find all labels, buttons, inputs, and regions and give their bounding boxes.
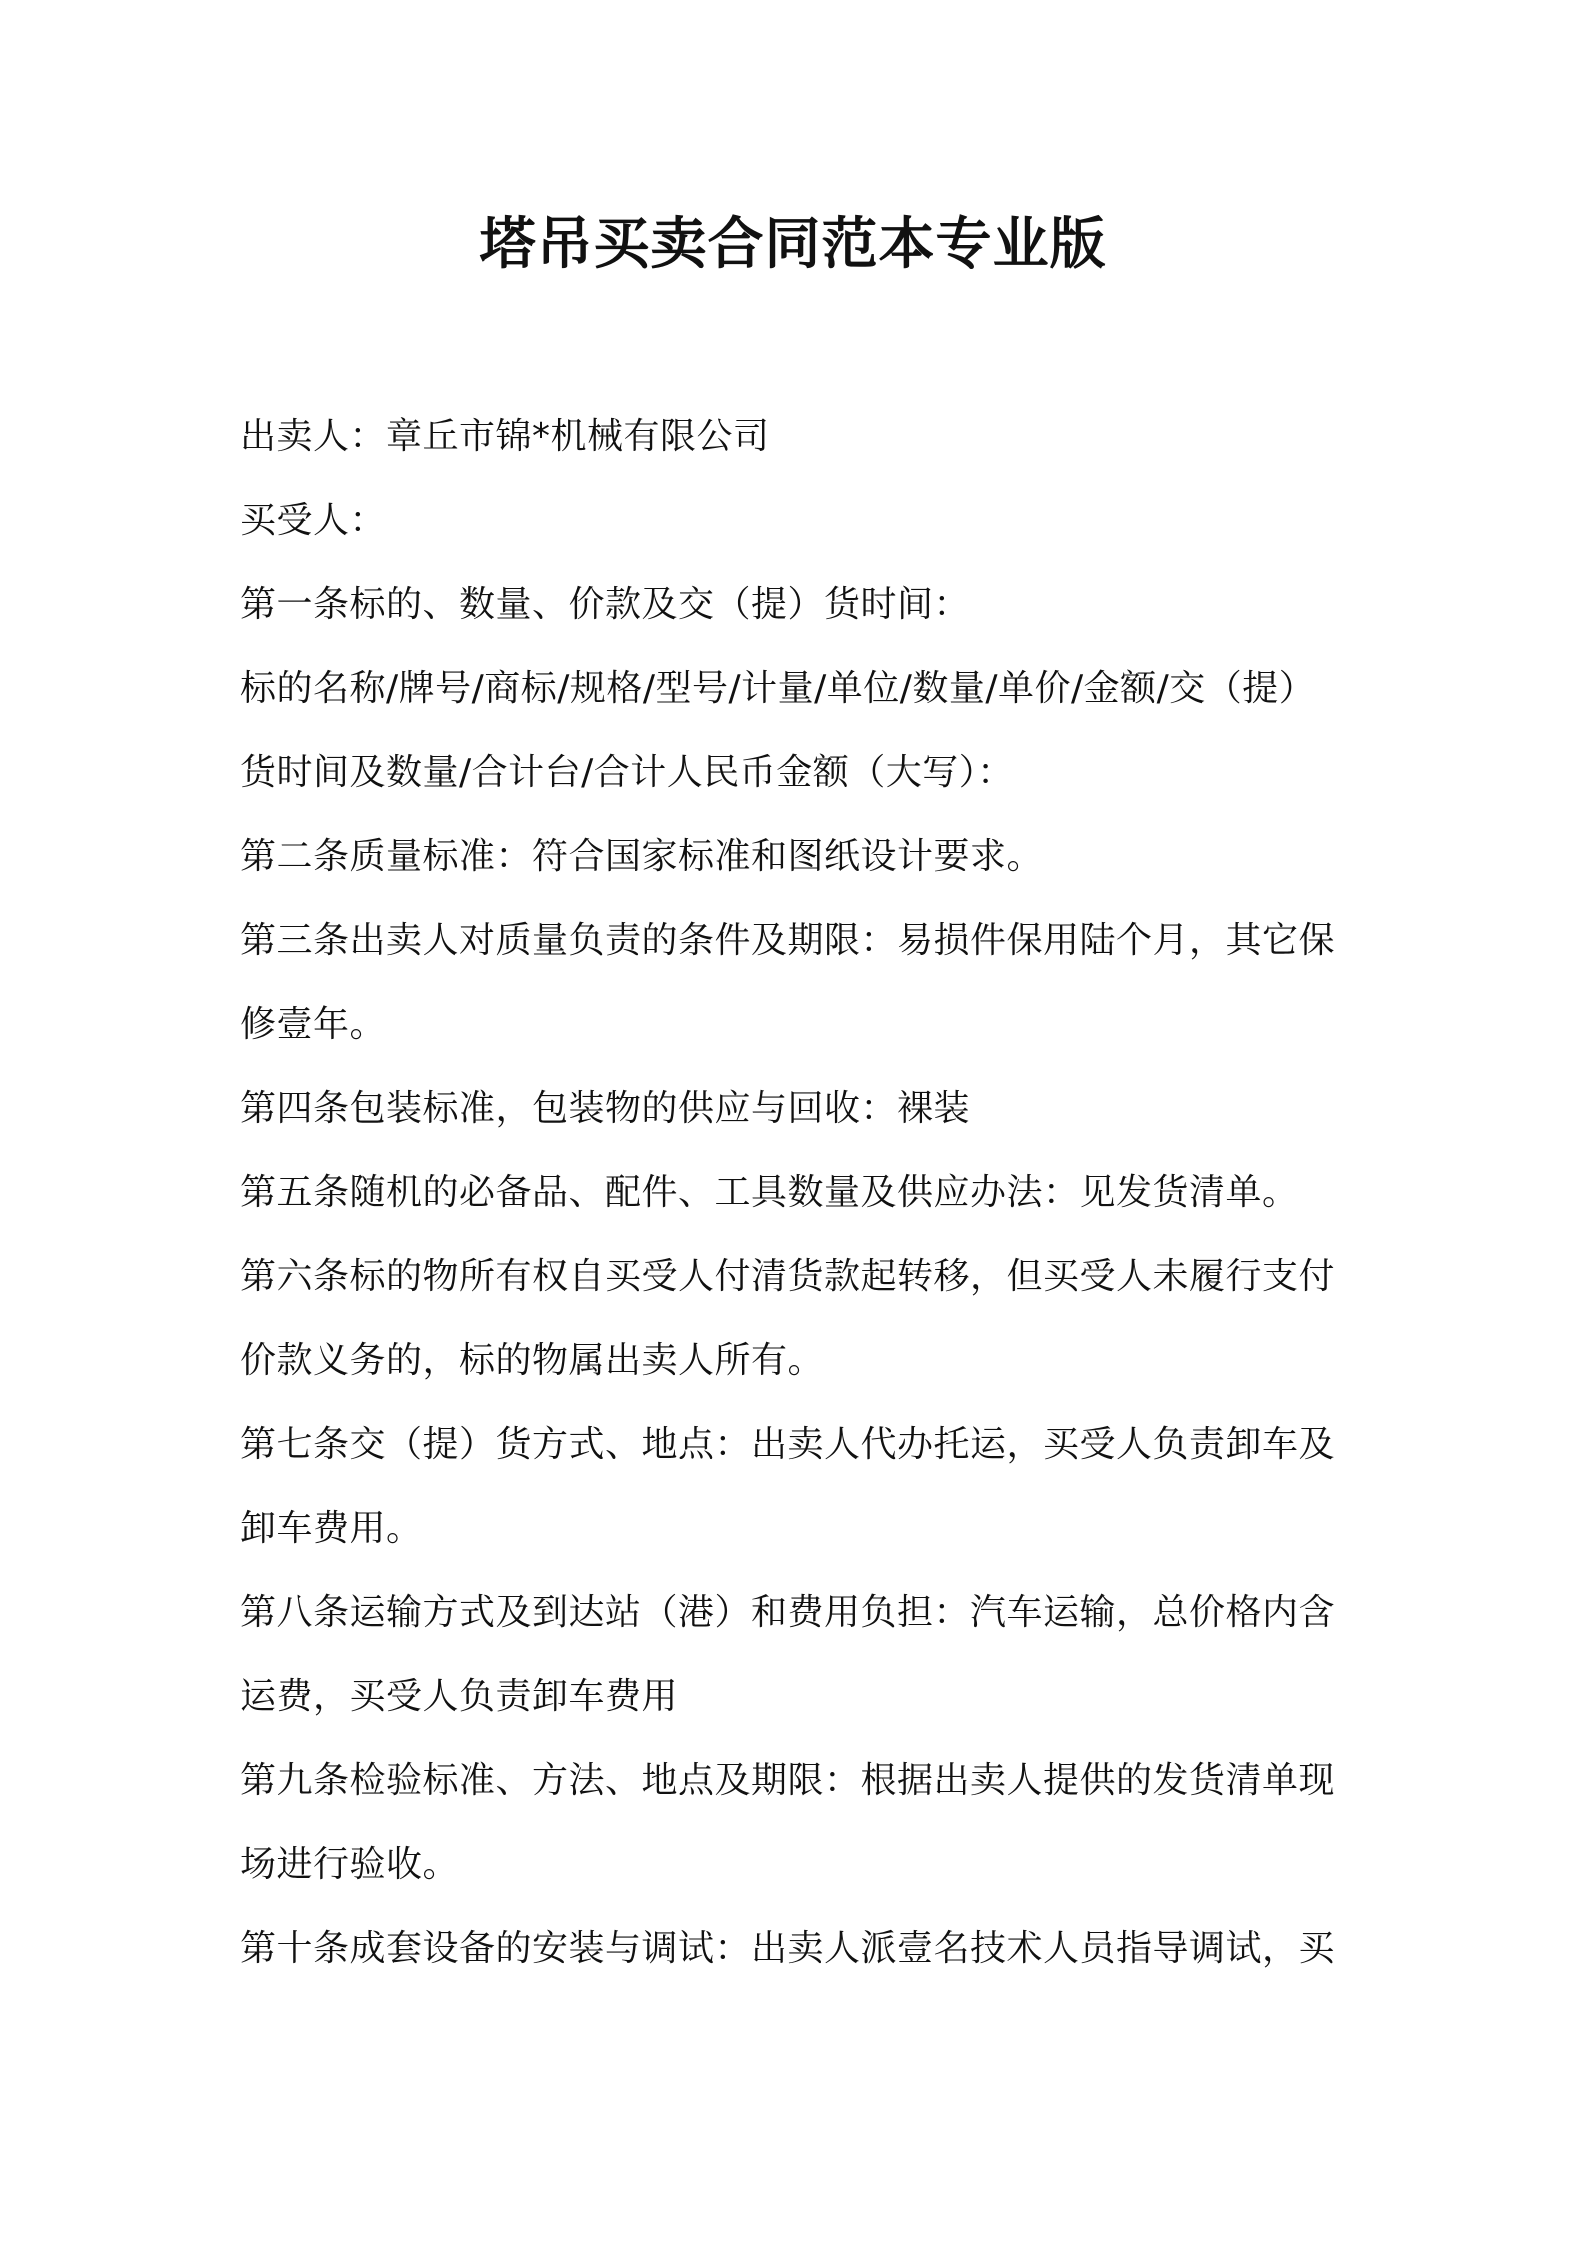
- body-line-article-9-cont: 场进行验收。: [240, 1844, 460, 1885]
- body-line-article-1-detail-cont: 货时间及数量/合计台/合计人民币金额（大写）：: [240, 752, 1014, 793]
- body-line-article-8-cont: 运费，买受人负责卸车费用: [240, 1676, 679, 1717]
- body-line-article-5: 第五条随机的必备品、配件、工具数量及供应办法：见发货清单。: [240, 1172, 1299, 1213]
- body-line-seller: 出卖人：章丘市锦*机械有限公司: [240, 416, 770, 457]
- body-line-article-9: 第九条检验标准、方法、地点及期限：根据出卖人提供的发货清单现: [240, 1760, 1336, 1801]
- body-line-article-4: 第四条包装标准，包装物的供应与回收：裸装: [240, 1088, 971, 1129]
- body-line-buyer: 买受人：: [240, 500, 387, 541]
- body-line-article-7: 第七条交（提）货方式、地点：出卖人代办托运，买受人负责卸车及: [240, 1424, 1336, 1465]
- contract-body: [240, 395, 1360, 1991]
- body-line-article-2: 第二条质量标准：符合国家标准和图纸设计要求。: [240, 836, 1044, 877]
- document-title: 塔吊买卖合同范本专业版: [479, 212, 1107, 277]
- body-line-article-3-cont: 修壹年。: [240, 1004, 387, 1045]
- body-line-article-1-detail: 标的名称/牌号/商标/规格/型号/计量/单位/数量/单价/金额/交（提）: [240, 668, 1316, 709]
- body-line-article-8: 第八条运输方式及到达站（港）和费用负担：汽车运输，总价格内含: [240, 1592, 1336, 1633]
- body-line-article-7-cont: 卸车费用。: [240, 1508, 423, 1549]
- body-line-article-3: 第三条出卖人对质量负责的条件及期限：易损件保用陆个月，其它保: [240, 920, 1336, 961]
- body-line-article-10: 第十条成套设备的安装与调试：出卖人派壹名技术人员指导调试，买: [240, 1928, 1336, 1969]
- body-line-article-6: 第六条标的物所有权自买受人付清货款起转移，但买受人未履行支付: [240, 1256, 1336, 1297]
- body-line-article-1: 第一条标的、数量、价款及交（提）货时间：: [240, 584, 971, 625]
- body-line-article-6-cont: 价款义务的，标的物属出卖人所有。: [240, 1340, 825, 1381]
